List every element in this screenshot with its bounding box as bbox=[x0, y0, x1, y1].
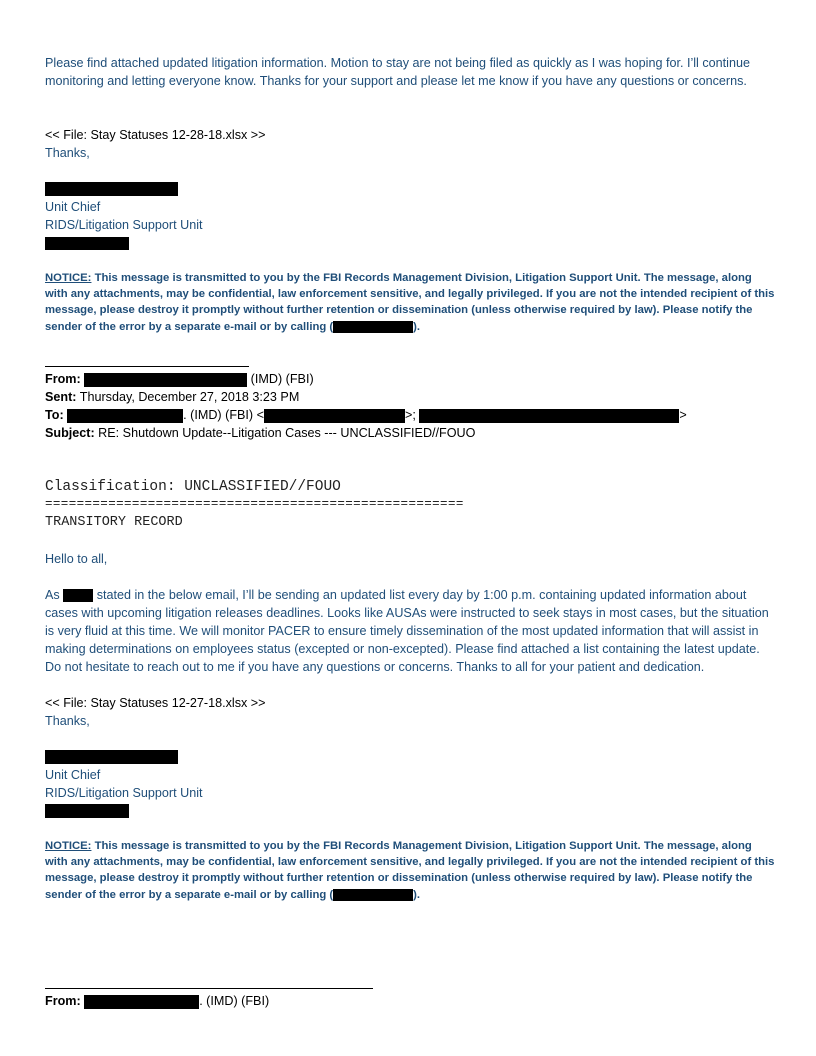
body-start: As bbox=[45, 588, 64, 602]
header1-to bbox=[45, 406, 687, 424]
notice-label: NOTICE: bbox=[45, 272, 92, 284]
redacted-signature-contact bbox=[45, 237, 129, 250]
subject-value: RE: Shutdown Update--Litigation Cases --- UNCLASSIFIED//FOUO bbox=[94, 426, 476, 440]
notice-end: ). bbox=[413, 320, 421, 333]
redacted-signature-contact-2 bbox=[45, 804, 129, 818]
redacted-sender-2 bbox=[84, 995, 199, 1009]
email2-sig-title: Unit Chief bbox=[45, 768, 101, 782]
from-label: From: bbox=[45, 372, 81, 386]
redacted-recipient-email-1 bbox=[264, 409, 405, 423]
email1-sig-title: Unit Chief bbox=[45, 200, 101, 214]
to-part1: . (IMD) (FBI) < bbox=[183, 408, 264, 422]
email1-attachment[interactable]: << File: Stay Statuses 12-28-18.xlsx >> bbox=[45, 128, 266, 142]
redacted-signature-name-2 bbox=[45, 750, 178, 764]
notice-end: ). bbox=[413, 888, 421, 901]
email2-body bbox=[45, 586, 775, 676]
redacted-recipient-email-2 bbox=[419, 409, 679, 423]
notice-label: NOTICE: bbox=[45, 840, 92, 852]
body-rest: stated in the below email, I’ll be sending an updated list every day by 1:00 p.m. containing updated information about cases with upcoming litigation releases deadlines. Looks like AUSAs were instructed to seek stays in most cases, but the situation is very fluid at this time. We will monitor PACER to ensure timely dissemination of the most updated information that will assist in making determinations on employees status (excepted or non-excepted). Please find attached a list containing the latest update. Do not hesitate to reach out to me if you have any questions or concerns. Thanks to all for your patient and dedication. bbox=[45, 588, 769, 674]
classification-line: Classification: UNCLASSIFIED//FOUO bbox=[45, 479, 341, 495]
notice-text: This message is transmitted to you by the FBI Records Management Division, Litigation Support Unit. The message, along with any attachments, may be confidential, law enforcement sensitive, and legally privileged. If you are not the intended recipient of this message, please destroy it promptly without further retention or dissemination (unless otherwise required by law). Please notify the sender of the error by a separate e-mail or by calling ( bbox=[45, 272, 775, 333]
header2-from bbox=[45, 992, 269, 1010]
redacted-sender bbox=[84, 373, 247, 387]
email2-attachment[interactable]: << File: Stay Statuses 12-27-18.xlsx >> bbox=[45, 696, 266, 710]
email2-greeting: Hello to all, bbox=[45, 552, 108, 566]
header1-from bbox=[45, 370, 314, 388]
email2-thanks: Thanks, bbox=[45, 714, 90, 728]
email2-sig-unit: RIDS/Litigation Support Unit bbox=[45, 786, 203, 800]
redacted-phone bbox=[333, 321, 413, 333]
sent-label: Sent: bbox=[45, 390, 77, 404]
redacted-signature-name bbox=[45, 182, 178, 196]
to-part3: > bbox=[679, 408, 687, 422]
notice-text: This message is transmitted to you by the FBI Records Management Division, Litigation Support Unit. The message, along with any attachments, may be confidential, law enforcement sensitive, and legally privileged. If you are not the intended recipient of this message, please destroy it promptly without further retention or dissemination (unless otherwise required by law). Please notify the sender of the error by a separate e-mail or by calling ( bbox=[45, 840, 775, 901]
email1-notice bbox=[45, 270, 775, 335]
redacted-recipient-1 bbox=[67, 409, 183, 423]
email1-sig-unit: RIDS/Litigation Support Unit bbox=[45, 218, 203, 232]
sent-value: Thursday, December 27, 2018 3:23 PM bbox=[76, 390, 300, 404]
transitory-record: TRANSITORY RECORD bbox=[45, 515, 183, 530]
email1-thanks: Thanks, bbox=[45, 146, 90, 160]
classification-separator: ===================================================== bbox=[45, 497, 464, 511]
email2-notice bbox=[45, 838, 775, 903]
email1-paragraph: Please find attached updated litigation information. Motion to stay are not being filed as quickly as I was hoping for. I’ll continue monitoring and letting everyone know. Thanks for your support and please let me know if you have any questions or concerns. bbox=[45, 56, 750, 88]
header1-sent bbox=[45, 388, 299, 406]
redacted-name-inline bbox=[63, 589, 93, 602]
to-part2: >; bbox=[404, 408, 420, 422]
redacted-phone-2 bbox=[333, 889, 413, 901]
from-suffix: (IMD) (FBI) bbox=[247, 372, 314, 386]
separator-line bbox=[45, 366, 249, 367]
from-suffix-2: . (IMD) (FBI) bbox=[199, 994, 270, 1008]
to-label: To: bbox=[45, 408, 64, 422]
header1-subject bbox=[45, 424, 475, 442]
subject-label: Subject: bbox=[45, 426, 95, 440]
from-label-2: From: bbox=[45, 994, 81, 1008]
separator-line-2 bbox=[45, 988, 373, 989]
